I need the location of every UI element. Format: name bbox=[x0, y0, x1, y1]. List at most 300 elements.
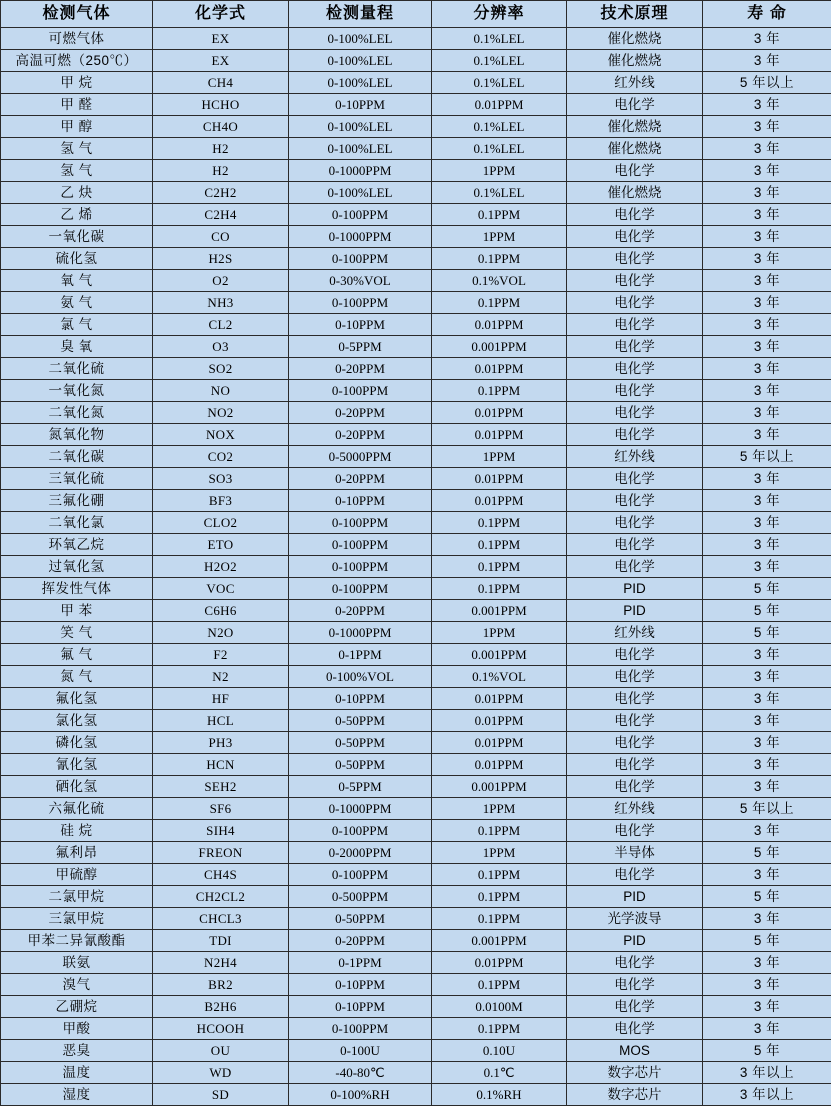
cell-lifetime: 3 年 bbox=[703, 204, 831, 226]
table-header-row bbox=[1, 1, 831, 28]
cell-gas-name: 笑 气 bbox=[1, 622, 153, 644]
cell-chemical-formula: C2H2 bbox=[153, 182, 289, 204]
cell-lifetime: 3 年以上 bbox=[703, 1062, 831, 1084]
cell-gas-name: 可燃气体 bbox=[1, 28, 153, 50]
cell-lifetime: 3 年 bbox=[703, 864, 831, 886]
cell-gas-name: 二氧化碳 bbox=[1, 446, 153, 468]
table-row bbox=[1, 776, 831, 798]
cell-technology: 电化学 bbox=[567, 468, 703, 490]
cell-lifetime: 3 年 bbox=[703, 402, 831, 424]
cell-chemical-formula: H2S bbox=[153, 248, 289, 270]
table-row bbox=[1, 358, 831, 380]
table-row bbox=[1, 864, 831, 886]
cell-resolution: 0.0100M bbox=[432, 996, 567, 1018]
cell-gas-name: 臭 氧 bbox=[1, 336, 153, 358]
cell-detection-range: 0-100PPM bbox=[289, 820, 432, 842]
cell-detection-range: 0-100%RH bbox=[289, 1084, 432, 1106]
cell-chemical-formula: CH4O bbox=[153, 116, 289, 138]
cell-technology: 电化学 bbox=[567, 424, 703, 446]
cell-resolution: 0.001PPM bbox=[432, 930, 567, 952]
cell-chemical-formula: ETO bbox=[153, 534, 289, 556]
cell-chemical-formula: CHCL3 bbox=[153, 908, 289, 930]
cell-technology: 电化学 bbox=[567, 292, 703, 314]
cell-detection-range: 0-100%LEL bbox=[289, 28, 432, 50]
cell-technology: 电化学 bbox=[567, 1018, 703, 1040]
table-row bbox=[1, 710, 831, 732]
cell-chemical-formula: WD bbox=[153, 1062, 289, 1084]
cell-detection-range: 0-50PPM bbox=[289, 732, 432, 754]
cell-resolution: 1PPM bbox=[432, 622, 567, 644]
table-row bbox=[1, 842, 831, 864]
cell-gas-name: 氮 气 bbox=[1, 666, 153, 688]
cell-resolution: 0.1%LEL bbox=[432, 28, 567, 50]
cell-detection-range: 0-10PPM bbox=[289, 490, 432, 512]
cell-resolution: 0.01PPM bbox=[432, 754, 567, 776]
cell-lifetime: 3 年 bbox=[703, 28, 831, 50]
cell-gas-name: 二氧化硫 bbox=[1, 358, 153, 380]
cell-chemical-formula: HF bbox=[153, 688, 289, 710]
cell-lifetime: 3 年以上 bbox=[703, 1084, 831, 1106]
cell-chemical-formula: SD bbox=[153, 1084, 289, 1106]
cell-lifetime: 3 年 bbox=[703, 358, 831, 380]
cell-technology: 电化学 bbox=[567, 358, 703, 380]
cell-resolution: 1PPM bbox=[432, 842, 567, 864]
cell-detection-range: 0-10PPM bbox=[289, 94, 432, 116]
cell-chemical-formula: H2O2 bbox=[153, 556, 289, 578]
cell-gas-name: 甲硫醇 bbox=[1, 864, 153, 886]
column-header-resolution: 分辨率 bbox=[432, 1, 567, 28]
cell-lifetime: 3 年 bbox=[703, 424, 831, 446]
cell-technology: 电化学 bbox=[567, 402, 703, 424]
cell-resolution: 0.1PPM bbox=[432, 974, 567, 996]
table-row bbox=[1, 314, 831, 336]
table-row bbox=[1, 732, 831, 754]
cell-technology: 电化学 bbox=[567, 534, 703, 556]
cell-resolution: 0.1PPM bbox=[432, 248, 567, 270]
cell-chemical-formula: N2H4 bbox=[153, 952, 289, 974]
cell-gas-name: 六氟化硫 bbox=[1, 798, 153, 820]
cell-gas-name: 氧 气 bbox=[1, 270, 153, 292]
cell-detection-range: 0-100PPM bbox=[289, 556, 432, 578]
cell-lifetime: 3 年 bbox=[703, 820, 831, 842]
table-row bbox=[1, 116, 831, 138]
cell-gas-name: 溴气 bbox=[1, 974, 153, 996]
cell-resolution: 0.1PPM bbox=[432, 292, 567, 314]
cell-resolution: 0.01PPM bbox=[432, 952, 567, 974]
cell-detection-range: 0-5PPM bbox=[289, 336, 432, 358]
table-row bbox=[1, 754, 831, 776]
cell-gas-name: 硅 烷 bbox=[1, 820, 153, 842]
cell-technology: 红外线 bbox=[567, 622, 703, 644]
cell-lifetime: 5 年 bbox=[703, 622, 831, 644]
table-row bbox=[1, 974, 831, 996]
cell-technology: 催化燃烧 bbox=[567, 28, 703, 50]
cell-lifetime: 3 年 bbox=[703, 974, 831, 996]
cell-chemical-formula: CH4S bbox=[153, 864, 289, 886]
cell-technology: 电化学 bbox=[567, 556, 703, 578]
cell-technology: 电化学 bbox=[567, 666, 703, 688]
cell-lifetime: 3 年 bbox=[703, 138, 831, 160]
cell-resolution: 0.1PPM bbox=[432, 886, 567, 908]
cell-gas-name: 乙 烯 bbox=[1, 204, 153, 226]
cell-gas-name: 乙 炔 bbox=[1, 182, 153, 204]
cell-detection-range: 0-5000PPM bbox=[289, 446, 432, 468]
table-row bbox=[1, 534, 831, 556]
cell-chemical-formula: BR2 bbox=[153, 974, 289, 996]
cell-detection-range: 0-100PPM bbox=[289, 512, 432, 534]
table-row bbox=[1, 424, 831, 446]
cell-detection-range: 0-50PPM bbox=[289, 754, 432, 776]
column-header-lifetime: 寿 命 bbox=[703, 1, 831, 28]
cell-gas-name: 三氯甲烷 bbox=[1, 908, 153, 930]
cell-lifetime: 3 年 bbox=[703, 1018, 831, 1040]
cell-chemical-formula: SO3 bbox=[153, 468, 289, 490]
table-row bbox=[1, 886, 831, 908]
cell-technology: 电化学 bbox=[567, 380, 703, 402]
cell-technology: PID bbox=[567, 600, 703, 622]
cell-detection-range: 0-50PPM bbox=[289, 710, 432, 732]
table-row bbox=[1, 160, 831, 182]
cell-resolution: 0.1PPM bbox=[432, 204, 567, 226]
cell-gas-name: 氟 气 bbox=[1, 644, 153, 666]
cell-detection-range: 0-30%VOL bbox=[289, 270, 432, 292]
table-row bbox=[1, 72, 831, 94]
cell-lifetime: 3 年 bbox=[703, 710, 831, 732]
table-row bbox=[1, 666, 831, 688]
cell-resolution: 0.01PPM bbox=[432, 688, 567, 710]
table-row bbox=[1, 270, 831, 292]
table-row bbox=[1, 248, 831, 270]
cell-technology: 电化学 bbox=[567, 314, 703, 336]
cell-technology: 电化学 bbox=[567, 864, 703, 886]
cell-chemical-formula: CO bbox=[153, 226, 289, 248]
cell-detection-range: 0-20PPM bbox=[289, 358, 432, 380]
cell-chemical-formula: NO bbox=[153, 380, 289, 402]
cell-technology: 电化学 bbox=[567, 952, 703, 974]
cell-chemical-formula: B2H6 bbox=[153, 996, 289, 1018]
cell-technology: 电化学 bbox=[567, 732, 703, 754]
cell-chemical-formula: OU bbox=[153, 1040, 289, 1062]
cell-chemical-formula: HCHO bbox=[153, 94, 289, 116]
cell-detection-range: 0-100U bbox=[289, 1040, 432, 1062]
cell-chemical-formula: CH4 bbox=[153, 72, 289, 94]
table-row bbox=[1, 138, 831, 160]
cell-technology: 电化学 bbox=[567, 974, 703, 996]
cell-technology: MOS bbox=[567, 1040, 703, 1062]
cell-chemical-formula: CH2CL2 bbox=[153, 886, 289, 908]
cell-chemical-formula: F2 bbox=[153, 644, 289, 666]
cell-gas-name: 甲 烷 bbox=[1, 72, 153, 94]
cell-chemical-formula: CL2 bbox=[153, 314, 289, 336]
cell-chemical-formula: HCL bbox=[153, 710, 289, 732]
cell-technology: 数字芯片 bbox=[567, 1084, 703, 1106]
cell-detection-range: 0-100%LEL bbox=[289, 50, 432, 72]
cell-technology: 电化学 bbox=[567, 996, 703, 1018]
cell-detection-range: 0-10PPM bbox=[289, 688, 432, 710]
cell-gas-name: 二氯甲烷 bbox=[1, 886, 153, 908]
cell-detection-range: 0-100%LEL bbox=[289, 182, 432, 204]
cell-lifetime: 3 年 bbox=[703, 512, 831, 534]
cell-detection-range: 0-1PPM bbox=[289, 952, 432, 974]
cell-resolution: 0.1%VOL bbox=[432, 666, 567, 688]
cell-detection-range: 0-1PPM bbox=[289, 644, 432, 666]
cell-lifetime: 3 年 bbox=[703, 996, 831, 1018]
table-row bbox=[1, 1040, 831, 1062]
cell-detection-range: 0-2000PPM bbox=[289, 842, 432, 864]
cell-technology: 催化燃烧 bbox=[567, 182, 703, 204]
cell-lifetime: 3 年 bbox=[703, 314, 831, 336]
cell-resolution: 0.1PPM bbox=[432, 578, 567, 600]
cell-technology: PID bbox=[567, 930, 703, 952]
cell-resolution: 0.01PPM bbox=[432, 710, 567, 732]
cell-resolution: 0.1%LEL bbox=[432, 182, 567, 204]
table-row bbox=[1, 446, 831, 468]
cell-gas-name: 氯化氢 bbox=[1, 710, 153, 732]
cell-technology: 半导体 bbox=[567, 842, 703, 864]
cell-gas-name: 过氧化氢 bbox=[1, 556, 153, 578]
cell-technology: 红外线 bbox=[567, 72, 703, 94]
cell-chemical-formula: SO2 bbox=[153, 358, 289, 380]
cell-lifetime: 5 年以上 bbox=[703, 798, 831, 820]
cell-chemical-formula: N2O bbox=[153, 622, 289, 644]
cell-technology: 红外线 bbox=[567, 798, 703, 820]
table-row bbox=[1, 622, 831, 644]
cell-detection-range: 0-100PPM bbox=[289, 248, 432, 270]
cell-detection-range: 0-5PPM bbox=[289, 776, 432, 798]
cell-lifetime: 3 年 bbox=[703, 732, 831, 754]
cell-gas-name: 甲苯二异氰酸酯 bbox=[1, 930, 153, 952]
cell-detection-range: 0-100%LEL bbox=[289, 138, 432, 160]
cell-gas-name: 氢 气 bbox=[1, 138, 153, 160]
cell-lifetime: 3 年 bbox=[703, 952, 831, 974]
table-row bbox=[1, 512, 831, 534]
cell-gas-name: 氯 气 bbox=[1, 314, 153, 336]
cell-detection-range: 0-100PPM bbox=[289, 1018, 432, 1040]
cell-resolution: 1PPM bbox=[432, 446, 567, 468]
cell-detection-range: 0-100PPM bbox=[289, 292, 432, 314]
cell-gas-name: 恶臭 bbox=[1, 1040, 153, 1062]
table-row bbox=[1, 688, 831, 710]
table-row bbox=[1, 50, 831, 72]
table-row bbox=[1, 578, 831, 600]
cell-resolution: 0.1%LEL bbox=[432, 138, 567, 160]
cell-chemical-formula: H2 bbox=[153, 160, 289, 182]
cell-resolution: 0.1%LEL bbox=[432, 72, 567, 94]
cell-chemical-formula: NOX bbox=[153, 424, 289, 446]
table-row bbox=[1, 468, 831, 490]
cell-lifetime: 5 年以上 bbox=[703, 446, 831, 468]
cell-gas-name: 氟利昂 bbox=[1, 842, 153, 864]
cell-technology: 电化学 bbox=[567, 644, 703, 666]
cell-technology: 电化学 bbox=[567, 160, 703, 182]
cell-gas-name: 硒化氢 bbox=[1, 776, 153, 798]
table-row bbox=[1, 556, 831, 578]
cell-chemical-formula: NH3 bbox=[153, 292, 289, 314]
cell-detection-range: 0-20PPM bbox=[289, 424, 432, 446]
cell-resolution: 0.001PPM bbox=[432, 600, 567, 622]
cell-gas-name: 湿度 bbox=[1, 1084, 153, 1106]
cell-resolution: 0.1PPM bbox=[432, 864, 567, 886]
cell-chemical-formula: SIH4 bbox=[153, 820, 289, 842]
cell-lifetime: 3 年 bbox=[703, 534, 831, 556]
cell-resolution: 0.1PPM bbox=[432, 512, 567, 534]
table-row bbox=[1, 226, 831, 248]
cell-gas-name: 高温可燃（250℃） bbox=[1, 50, 153, 72]
cell-chemical-formula: CO2 bbox=[153, 446, 289, 468]
cell-chemical-formula: HCOOH bbox=[153, 1018, 289, 1040]
cell-chemical-formula: CLO2 bbox=[153, 512, 289, 534]
cell-chemical-formula: NO2 bbox=[153, 402, 289, 424]
cell-gas-name: 甲 苯 bbox=[1, 600, 153, 622]
cell-resolution: 0.1PPM bbox=[432, 1018, 567, 1040]
cell-gas-name: 挥发性气体 bbox=[1, 578, 153, 600]
table-row bbox=[1, 182, 831, 204]
cell-technology: 电化学 bbox=[567, 94, 703, 116]
cell-technology: 电化学 bbox=[567, 688, 703, 710]
cell-chemical-formula: FREON bbox=[153, 842, 289, 864]
table-row bbox=[1, 908, 831, 930]
cell-chemical-formula: N2 bbox=[153, 666, 289, 688]
cell-detection-range: 0-100%LEL bbox=[289, 72, 432, 94]
cell-lifetime: 3 年 bbox=[703, 380, 831, 402]
cell-gas-name: 温度 bbox=[1, 1062, 153, 1084]
cell-gas-name: 乙硼烷 bbox=[1, 996, 153, 1018]
cell-detection-range: 0-100%LEL bbox=[289, 116, 432, 138]
cell-lifetime: 3 年 bbox=[703, 248, 831, 270]
cell-chemical-formula: EX bbox=[153, 28, 289, 50]
cell-detection-range: 0-100PPM bbox=[289, 578, 432, 600]
cell-gas-name: 氰化氢 bbox=[1, 754, 153, 776]
cell-detection-range: 0-1000PPM bbox=[289, 798, 432, 820]
cell-lifetime: 5 年以上 bbox=[703, 72, 831, 94]
cell-chemical-formula: BF3 bbox=[153, 490, 289, 512]
cell-technology: 催化燃烧 bbox=[567, 50, 703, 72]
cell-gas-name: 甲酸 bbox=[1, 1018, 153, 1040]
table-row bbox=[1, 380, 831, 402]
cell-chemical-formula: O2 bbox=[153, 270, 289, 292]
cell-gas-name: 氟化氢 bbox=[1, 688, 153, 710]
table-row bbox=[1, 930, 831, 952]
cell-technology: 电化学 bbox=[567, 776, 703, 798]
cell-detection-range: 0-10PPM bbox=[289, 314, 432, 336]
cell-lifetime: 3 年 bbox=[703, 292, 831, 314]
cell-lifetime: 5 年 bbox=[703, 578, 831, 600]
cell-lifetime: 5 年 bbox=[703, 886, 831, 908]
cell-lifetime: 3 年 bbox=[703, 468, 831, 490]
cell-technology: 催化燃烧 bbox=[567, 138, 703, 160]
table-header bbox=[1, 1, 831, 28]
cell-detection-range: 0-50PPM bbox=[289, 908, 432, 930]
cell-gas-name: 氢 气 bbox=[1, 160, 153, 182]
table-body bbox=[1, 28, 831, 1106]
cell-lifetime: 3 年 bbox=[703, 226, 831, 248]
cell-lifetime: 3 年 bbox=[703, 182, 831, 204]
cell-lifetime: 3 年 bbox=[703, 270, 831, 292]
cell-lifetime: 3 年 bbox=[703, 666, 831, 688]
cell-resolution: 0.01PPM bbox=[432, 424, 567, 446]
cell-resolution: 0.1PPM bbox=[432, 556, 567, 578]
cell-resolution: 0.1%LEL bbox=[432, 116, 567, 138]
cell-lifetime: 5 年 bbox=[703, 1040, 831, 1062]
cell-technology: 电化学 bbox=[567, 512, 703, 534]
cell-chemical-formula: HCN bbox=[153, 754, 289, 776]
cell-detection-range: 0-20PPM bbox=[289, 600, 432, 622]
cell-chemical-formula: SEH2 bbox=[153, 776, 289, 798]
cell-chemical-formula: H2 bbox=[153, 138, 289, 160]
cell-detection-range: 0-100PPM bbox=[289, 204, 432, 226]
cell-resolution: 0.01PPM bbox=[432, 402, 567, 424]
table-row bbox=[1, 336, 831, 358]
cell-detection-range: 0-20PPM bbox=[289, 468, 432, 490]
cell-resolution: 0.01PPM bbox=[432, 490, 567, 512]
cell-detection-range: 0-1000PPM bbox=[289, 226, 432, 248]
cell-detection-range: 0-1000PPM bbox=[289, 160, 432, 182]
cell-detection-range: -40-80℃ bbox=[289, 1062, 432, 1084]
cell-gas-name: 氮氧化物 bbox=[1, 424, 153, 446]
cell-gas-name: 联氨 bbox=[1, 952, 153, 974]
cell-chemical-formula: PH3 bbox=[153, 732, 289, 754]
cell-lifetime: 3 年 bbox=[703, 116, 831, 138]
cell-lifetime: 3 年 bbox=[703, 776, 831, 798]
cell-chemical-formula: O3 bbox=[153, 336, 289, 358]
cell-resolution: 1PPM bbox=[432, 798, 567, 820]
cell-chemical-formula: TDI bbox=[153, 930, 289, 952]
column-header-technology: 技术原理 bbox=[567, 1, 703, 28]
cell-chemical-formula: C2H4 bbox=[153, 204, 289, 226]
cell-gas-name: 二氧化氮 bbox=[1, 402, 153, 424]
cell-technology: 电化学 bbox=[567, 248, 703, 270]
cell-resolution: 0.1PPM bbox=[432, 534, 567, 556]
cell-technology: 电化学 bbox=[567, 336, 703, 358]
cell-gas-name: 环氧乙烷 bbox=[1, 534, 153, 556]
cell-detection-range: 0-500PPM bbox=[289, 886, 432, 908]
cell-detection-range: 0-10PPM bbox=[289, 996, 432, 1018]
cell-technology: 电化学 bbox=[567, 710, 703, 732]
cell-resolution: 0.001PPM bbox=[432, 336, 567, 358]
cell-resolution: 0.001PPM bbox=[432, 644, 567, 666]
cell-resolution: 0.01PPM bbox=[432, 94, 567, 116]
cell-gas-name: 磷化氢 bbox=[1, 732, 153, 754]
cell-resolution: 0.001PPM bbox=[432, 776, 567, 798]
cell-detection-range: 0-1000PPM bbox=[289, 622, 432, 644]
cell-technology: 光学波导 bbox=[567, 908, 703, 930]
table-row bbox=[1, 490, 831, 512]
cell-resolution: 0.01PPM bbox=[432, 358, 567, 380]
cell-gas-name: 甲 醇 bbox=[1, 116, 153, 138]
cell-resolution: 1PPM bbox=[432, 160, 567, 182]
cell-resolution: 0.1℃ bbox=[432, 1062, 567, 1084]
cell-detection-range: 0-100%VOL bbox=[289, 666, 432, 688]
cell-lifetime: 3 年 bbox=[703, 754, 831, 776]
cell-lifetime: 5 年 bbox=[703, 930, 831, 952]
table-row bbox=[1, 204, 831, 226]
cell-detection-range: 0-100PPM bbox=[289, 380, 432, 402]
cell-gas-name: 三氧化硫 bbox=[1, 468, 153, 490]
cell-technology: 电化学 bbox=[567, 754, 703, 776]
cell-technology: 红外线 bbox=[567, 446, 703, 468]
table-row bbox=[1, 402, 831, 424]
cell-detection-range: 0-10PPM bbox=[289, 974, 432, 996]
cell-gas-name: 一氧化氮 bbox=[1, 380, 153, 402]
cell-detection-range: 0-20PPM bbox=[289, 930, 432, 952]
cell-resolution: 0.1PPM bbox=[432, 820, 567, 842]
cell-resolution: 0.01PPM bbox=[432, 732, 567, 754]
cell-technology: 电化学 bbox=[567, 226, 703, 248]
cell-resolution: 0.1PPM bbox=[432, 380, 567, 402]
cell-detection-range: 0-100PPM bbox=[289, 864, 432, 886]
cell-detection-range: 0-20PPM bbox=[289, 402, 432, 424]
cell-chemical-formula: VOC bbox=[153, 578, 289, 600]
